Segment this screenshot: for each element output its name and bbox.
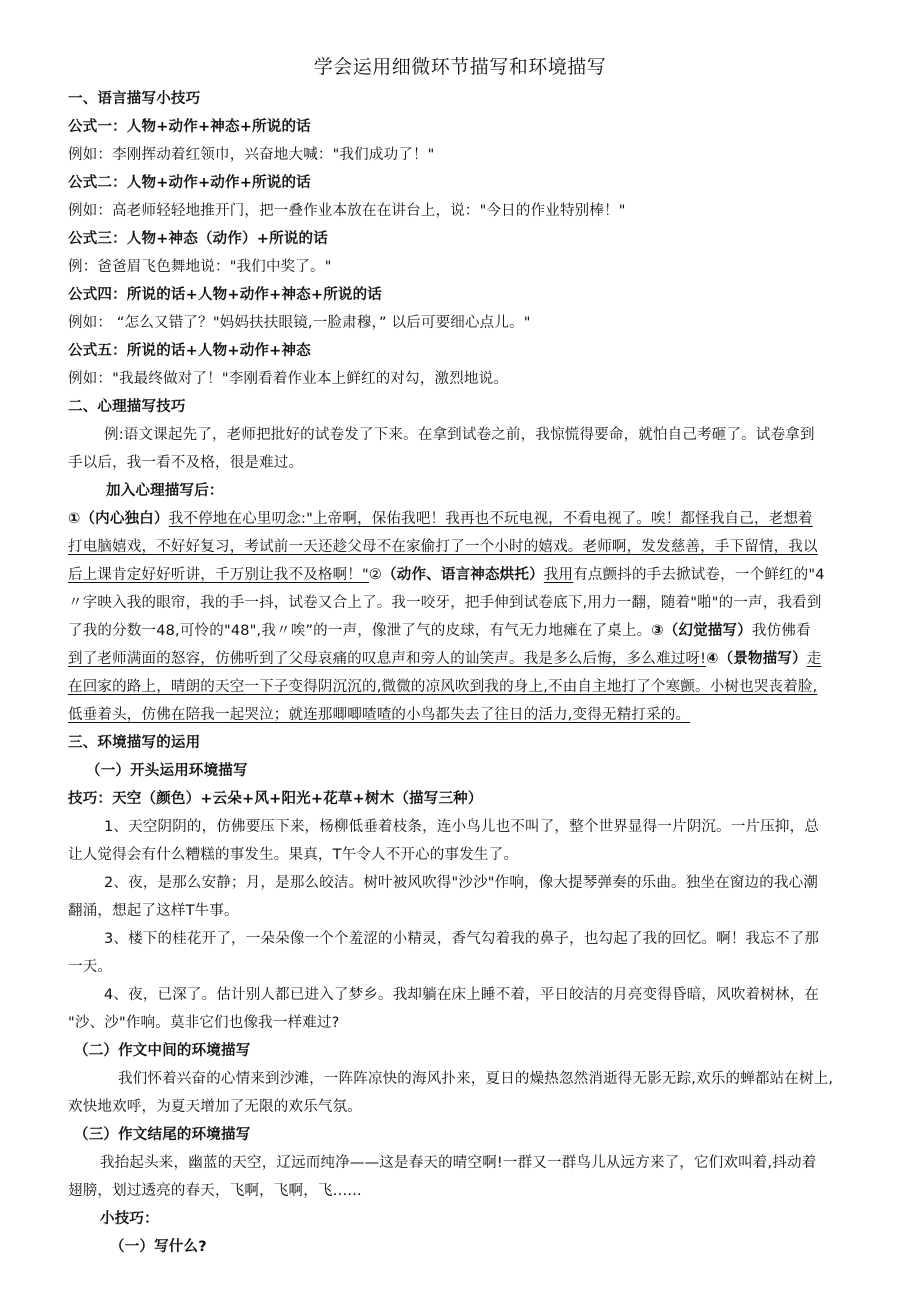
opening-item-3-line-1: 3、楼下的桂花开了，一朵朵像一个个羞涩的小精灵，香气勾着我的鼻子，也勾起了我的回忆。啊！我忘不了那 <box>104 931 820 947</box>
hallucination-line-2 <box>68 649 858 669</box>
scenery-line-3: 低垂着头，仿佛在陪我一起哭泣；就连那唧唧喳喳的小鸟都失去了往日的活力,变得无精打采的。 <box>68 707 691 723</box>
ending-line-1: 我抬起头来，幽蓝的天空，辽远而纯净——这是春天的晴空啊!一群又一群鸟儿从远方来了，它们欢叫着,抖动着 <box>100 1155 817 1171</box>
opening-item-4-line-1: 4、夜，已深了。估计别人都已进入了梦乡。我却躺在床上睡不着，平日皎洁的月亮变得昏暗，风吹着树林，在 <box>104 987 820 1003</box>
tips-label: 小技巧： <box>100 1211 159 1227</box>
formula-2: 公式二：人物+动作+动作+所说的话 <box>68 175 311 191</box>
middle-line-2: 欢快地欢呼，为夏天增加了无限的欢乐气氛。 <box>68 1099 362 1115</box>
formula-5: 公式五：所说的话+人物+动作+神态 <box>68 343 311 359</box>
opening-item-2-line-2: 翻涌，想起了这样T牛事。 <box>68 903 239 919</box>
inner-monologue-text-c: 后上课肯定好好听讲，千万别让我不及格啊！" <box>68 567 369 583</box>
action-text-d: 了我的分数一48,可怜的"48",我〃唉”的一声，像泄了气的皮球，有气无力地瘫在了桌上。 <box>68 623 652 639</box>
opening-item-1-line-1: 1、天空阴阴的，仿佛要压下来，杨柳低垂着枝条，连小鸟儿也不叫了，整个世界显得一片阴沉。一片压抑，总 <box>104 819 820 835</box>
ending-line-2: 翅膀，划过透亮的春天，飞啊，飞啊，飞…… <box>68 1183 362 1199</box>
scenery-tag: ④（景物描写） <box>706 651 807 667</box>
action-text-a: 我用 <box>543 567 574 583</box>
inner-monologue-text-a: 我不停地在心里叨念:"上帝啊，保佑我吧！我再也不玩电视，不看电视了。唉！都怪我自己，老想着 <box>168 511 813 527</box>
formula-3: 公式三：人物+神态（动作）+所说的话 <box>68 231 328 247</box>
hallucination-text-b: 到了老师满面的怒容，仿佛听到了父母哀痛的叹息声和旁人的讪笑声。我是多么后悔，多么难过呀! <box>68 651 707 667</box>
hallucination-tag: ③（幻觉描写） <box>651 623 752 639</box>
subsection-middle: （二）作文中间的环境描写 <box>74 1043 251 1059</box>
opening-item-1-line-2: 让人觉得会有什么糟糕的事发生。果真，T午令人不开心的事发生了。 <box>68 847 519 863</box>
psych-example-line-2: 手以后，我一看不及格，很是难过。 <box>68 455 304 471</box>
example-1: 例如：李刚挥动着红领巾，兴奋地大喊："我们成功了！" <box>68 147 435 163</box>
hallucination-text-a: 我仿佛看 <box>751 623 811 639</box>
example-5: 例如："我最终做对了！"李刚看着作业本上鲜红的对勾，激烈地说。 <box>68 371 509 387</box>
section-1-heading: 一、语言描写小技巧 <box>68 91 201 107</box>
scenery-text-a: 走 <box>806 651 822 667</box>
opening-item-4-line-2: "沙、沙"作响。莫非它们也像我一样难过? <box>68 1015 340 1031</box>
after-adding-label: 加入心理描写后： <box>106 483 224 499</box>
opening-item-3-line-2: 一天。 <box>68 959 113 975</box>
document-title: 学会运用细微环节描写和环境描写 <box>313 56 607 78</box>
subsection-ending: （三）作文结尾的环境描写 <box>74 1127 251 1143</box>
inner-monologue-line-1 <box>68 509 858 529</box>
example-4: 例如： “怎么又错了？"妈妈扶扶眼镜,一脸肃穆，” 以后可要细心点儿。" <box>68 315 531 331</box>
middle-line-1: 我们怀着兴奋的心情来到沙滩，一阵阵凉快的海风扑来，夏日的燥热忽然消逝得无影无踪,欢乐的蝉都站在树上, <box>118 1071 834 1087</box>
subsection-opening: （一）开头运用环境描写 <box>86 763 248 779</box>
action-num: ② <box>368 567 383 583</box>
section-2-heading: 二、心理描写技巧 <box>68 399 186 415</box>
inner-monologue-line-2: 打电脑嬉戏，不好好复习，考试前一天还趁父母不在家偷打了一个小时的嬉戏。老师啊，发发慈善，手下留情，我以 <box>68 539 818 555</box>
action-line-3 <box>68 621 858 641</box>
formula-1: 公式一：人物+动作+神态+所说的话 <box>68 119 311 135</box>
inner-monologue-tag: ①（内心独白） <box>68 511 169 527</box>
action-tag: （动作、语言神态烘托） <box>382 567 544 583</box>
inner-monologue-line-3 <box>68 565 858 585</box>
what-to-write-heading: （一）写什么? <box>110 1239 207 1255</box>
formula-4: 公式四：所说的话+人物+动作+神态+所说的话 <box>68 287 382 303</box>
opening-tip: 技巧：天空（颜色）+云朵+风+阳光+花草+树木（描写三种） <box>68 791 483 807</box>
action-line-2: 〃字映入我的眼帘，我的手一抖，试卷又合上了。我一咬牙，把手伸到试卷底下,用力一翻，随着"啪"的一声，我看到 <box>68 595 822 611</box>
section-3-heading: 三、环境描写的运用 <box>68 735 201 751</box>
example-2: 例如：高老师轻轻地推开门，把一叠作业本放在在讲台上，说："今日的作业特别棒！" <box>68 203 626 219</box>
psych-example-line-1: 例:语文课起先了，老师把批好的试卷发了下来。在拿到试卷之前，我惊慌得要命，就怕自己考砸了。试卷拿到 <box>104 427 815 443</box>
action-text-b: 有点颤抖的手去掀试卷，一个鲜红的"4 <box>573 567 825 583</box>
example-3: 例：爸爸眉飞色舞地说："我们中奖了。" <box>68 259 332 275</box>
scenery-line-2: 在回家的路上，晴朗的天空一下子变得阴沉沉的,微微的凉风吹到我的身上,不由自主地打了个寒颤。小树也哭丧着脸, <box>68 679 818 695</box>
opening-item-2-line-1: 2、夜，是那么安静；月，是那么皎洁。树叶被风吹得"沙沙"作响，像大提琴弹奏的乐曲。独坐在窗边的我心潮 <box>104 875 819 891</box>
